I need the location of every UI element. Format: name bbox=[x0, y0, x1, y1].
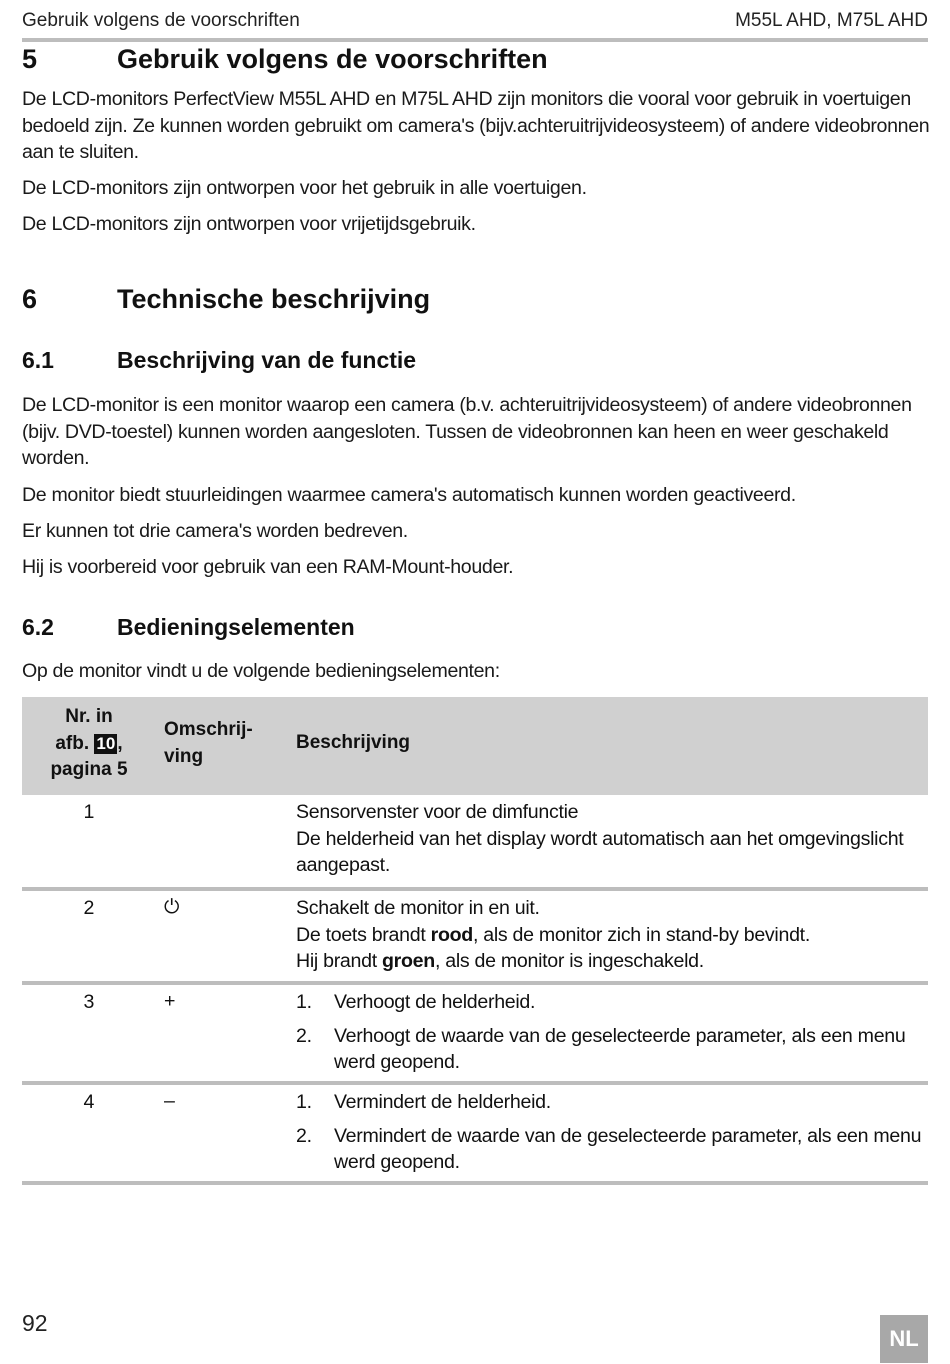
header-model-names: M55L AHD, M75L AHD bbox=[735, 10, 928, 31]
paragraph: De LCD-monitor is een monitor waarop een camera (b.v. achteruitrijvideosysteem) of andere videobronnen (bijv. DVD-toestel) kunnen worden aangesloten. Tussen de videobronnen kan heen en weer geschakeld worden. bbox=[22, 394, 912, 469]
row-number: 4 bbox=[83, 1091, 95, 1113]
section-number: 6.2 bbox=[22, 614, 54, 640]
table-intro: Op de monitor vindt u de volgende bedieningselementen: bbox=[22, 660, 500, 682]
header-col-number: Nr. in afb. 10 , pagina 5 bbox=[50, 706, 128, 780]
section-number: 6.1 bbox=[22, 347, 54, 373]
row-description bbox=[296, 989, 926, 1076]
paragraph: De monitor biedt stuurleidingen waarmee camera's automatisch kunnen worden geactiveerd. bbox=[22, 484, 796, 506]
list-item: 2. Vermindert de waarde van de geselecteerde parameter, als een menu werd geopend. bbox=[296, 1124, 922, 1173]
header-col-symbol: Omschrij- ving bbox=[164, 719, 253, 767]
section-title: Beschrijving van de functie bbox=[117, 347, 417, 373]
status-red: rood bbox=[430, 923, 473, 946]
paragraph: Er kunnen tot drie camera's worden bedreven. bbox=[22, 520, 408, 542]
list-item: 2. Verhoogt de waarde van de geselecteerde parameter, als een menu werd geopend. bbox=[296, 1024, 906, 1073]
row-number: 2 bbox=[83, 897, 95, 919]
page-number: 92 bbox=[22, 1310, 48, 1336]
section-number: 6 bbox=[22, 284, 38, 314]
section-title: Gebruik volgens de voorschriften bbox=[117, 44, 548, 74]
minus-icon: – bbox=[164, 1090, 175, 1112]
plus-icon: + bbox=[164, 990, 176, 1012]
table-header bbox=[22, 697, 928, 795]
controls-table bbox=[22, 697, 928, 1185]
row-description bbox=[296, 1089, 926, 1176]
figure-reference-badge: 10 bbox=[96, 733, 116, 753]
table-bottom-rule bbox=[22, 1181, 928, 1185]
table-row bbox=[22, 985, 928, 1081]
row-description: Schakelt de monitor in en uit. De toets brandt rood, als de monitor zich in stand-by bevindt. Hij brandt groen, als de monitor is ingeschakeld. bbox=[296, 897, 810, 972]
section-number: 5 bbox=[22, 44, 38, 74]
paragraph: De LCD-monitors zijn ontworpen voor het gebruik in alle voertuigen. bbox=[22, 177, 587, 199]
paragraph: De LCD-monitors zijn ontworpen voor vrijetijdsgebruik. bbox=[22, 213, 476, 235]
language-tab: NL bbox=[880, 1315, 928, 1363]
paragraph: Hij is voorbereid voor gebruik van een RAM-Mount-houder. bbox=[22, 556, 514, 578]
section-title: Technische beschrijving bbox=[117, 284, 431, 314]
power-icon: ⏻ bbox=[164, 896, 180, 918]
list-item: 1. Vermindert de helderheid. bbox=[296, 1091, 551, 1113]
section-title: Bedieningselementen bbox=[117, 614, 355, 640]
list-item: 1. Verhoogt de helderheid. bbox=[296, 991, 536, 1013]
header-section-title: Gebruik volgens de voorschriften bbox=[22, 10, 300, 31]
table-row bbox=[22, 891, 928, 981]
header-rule bbox=[22, 38, 928, 42]
header-col-description: Beschrijving bbox=[296, 732, 411, 753]
running-header bbox=[22, 8, 928, 39]
paragraph: De LCD-monitors PerfectView M55L AHD en M75L AHD zijn monitors die vooral voor gebruik in voertuigen bedoeld zijn. Ze kunnen worden gebruikt om camera's (bijv.achteruitrijvideosysteem) of andere videobronnen aan te sluiten. bbox=[22, 88, 930, 163]
table-row bbox=[22, 795, 928, 887]
status-green: groen bbox=[382, 950, 435, 972]
row-description: Sensorvenster voor de dimfunctie De helderheid van het display wordt automatisch aan het omgevingslicht aangepast. bbox=[296, 801, 904, 876]
table-row bbox=[22, 1085, 928, 1181]
row-number: 1 bbox=[83, 801, 95, 823]
row-number: 3 bbox=[83, 991, 95, 1013]
